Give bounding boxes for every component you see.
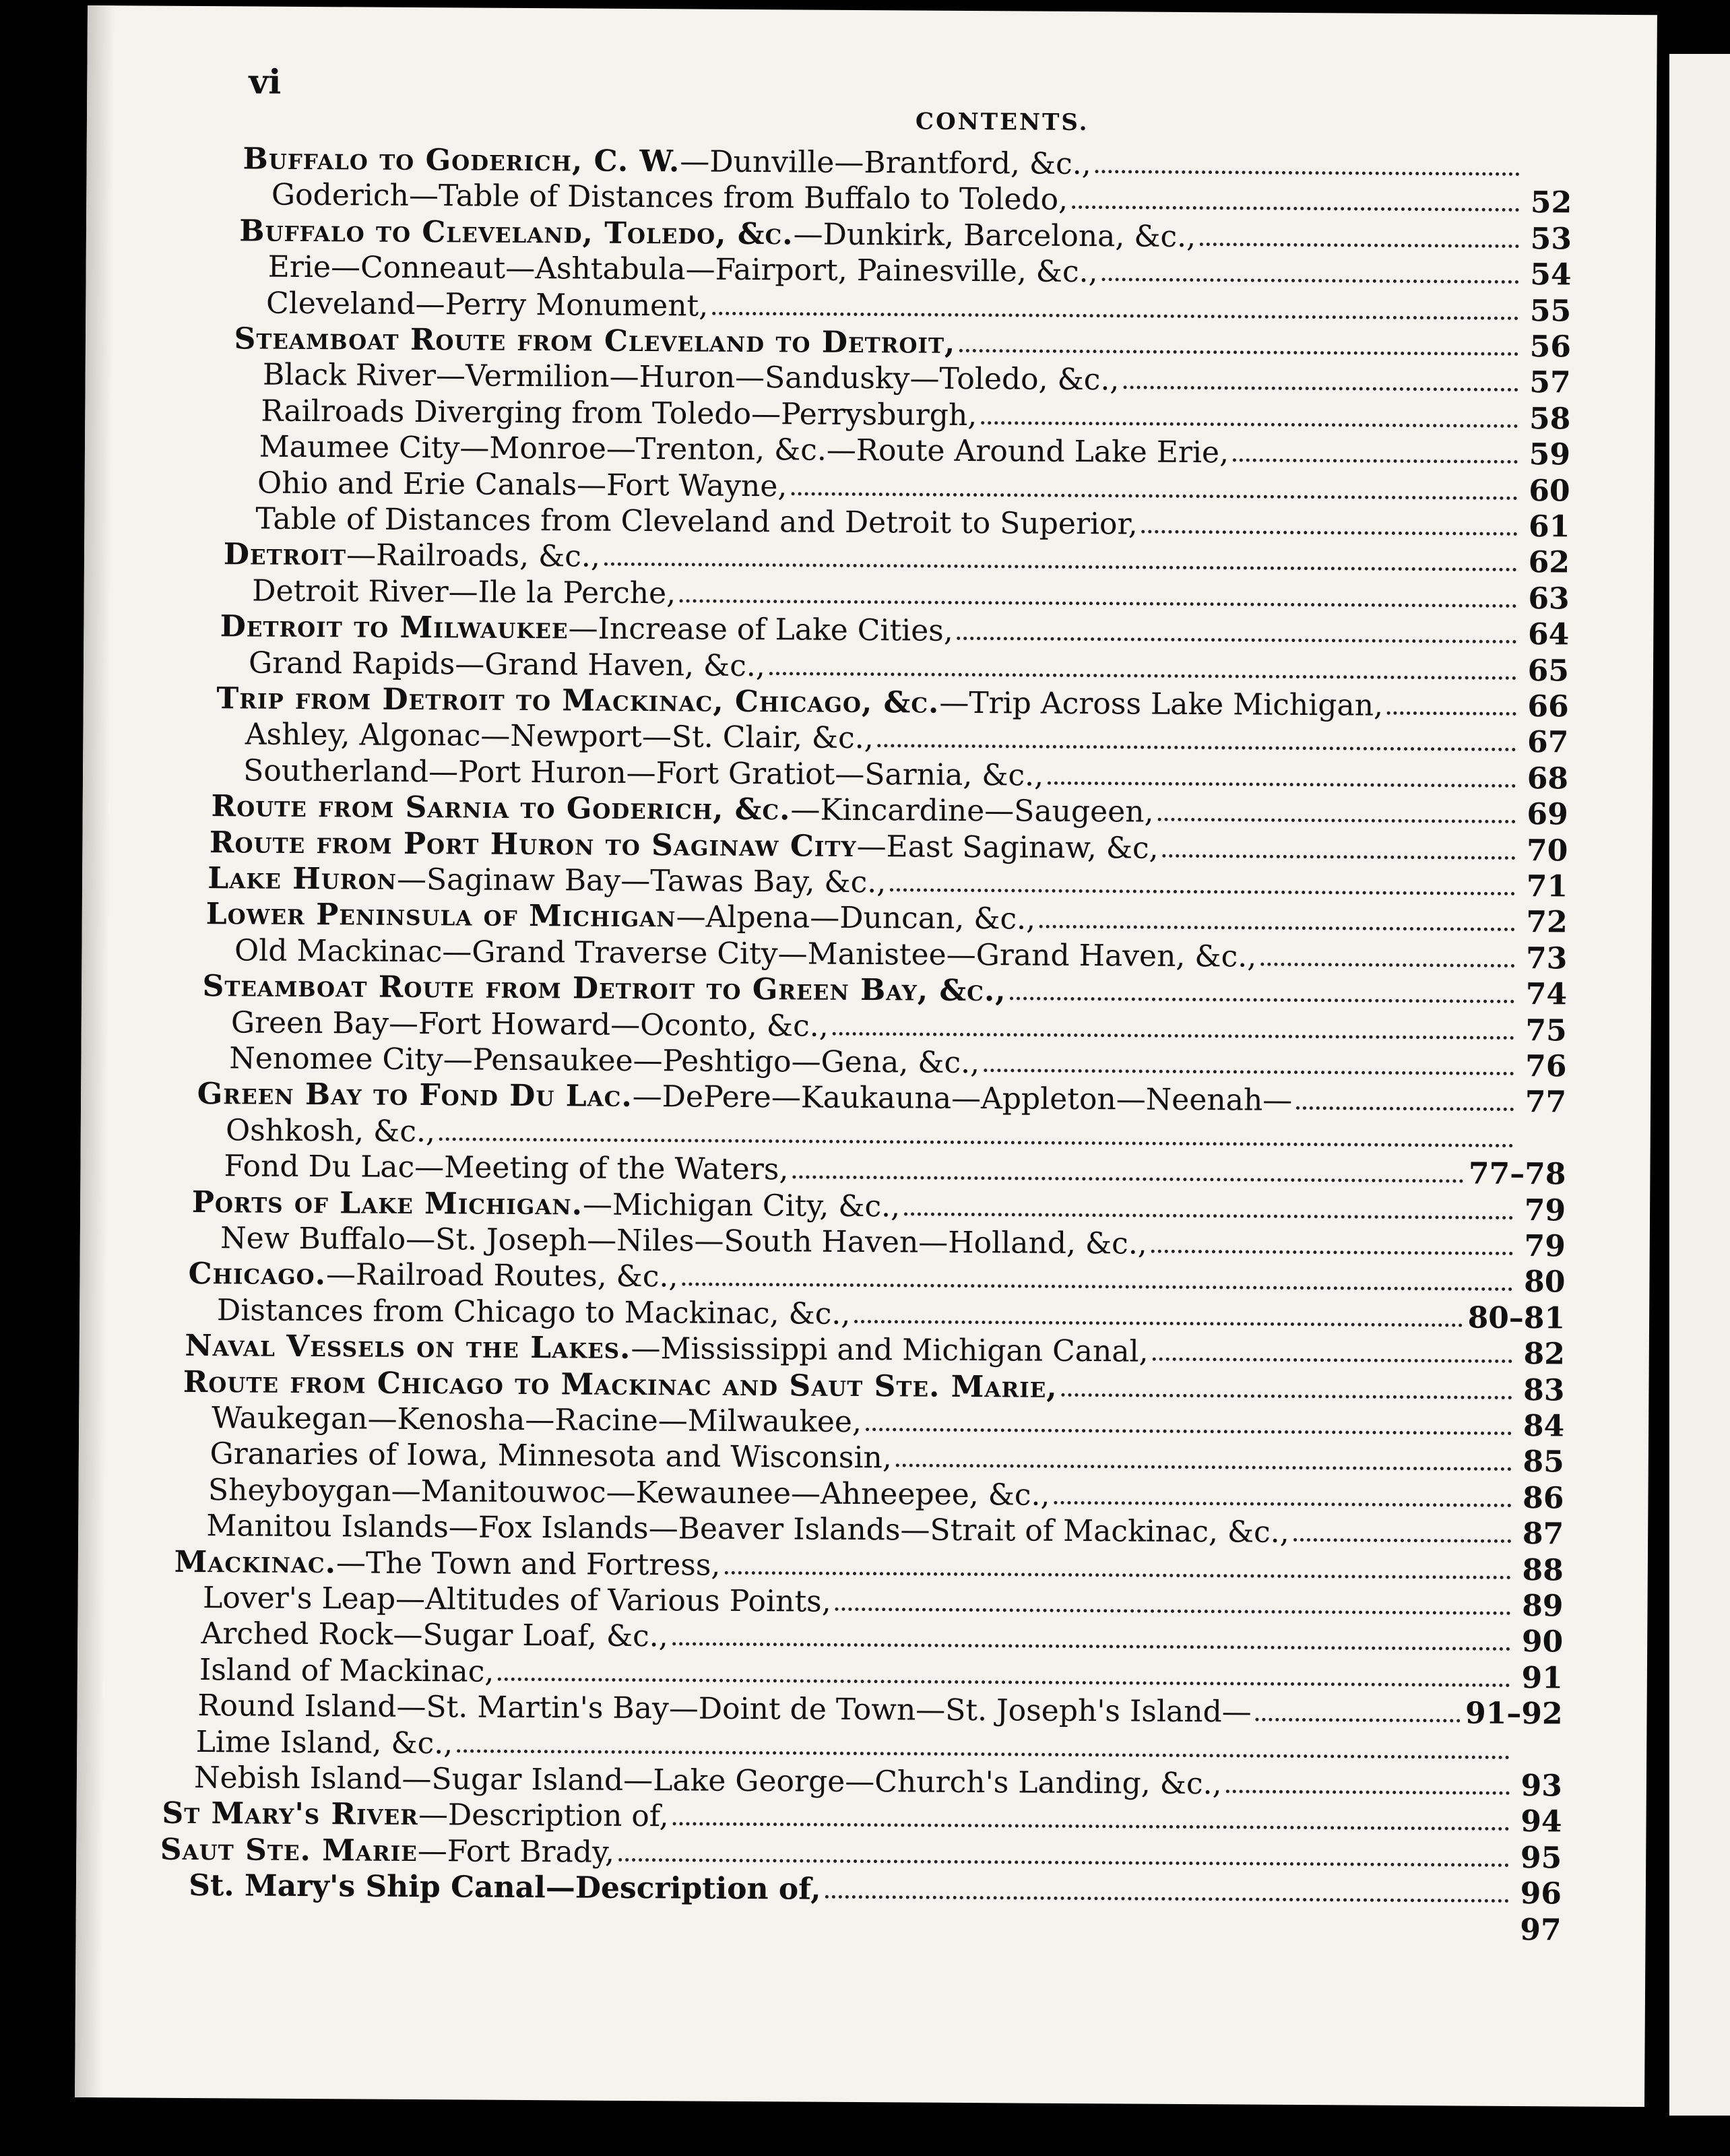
dot-leader	[1054, 1501, 1511, 1507]
entry-description: Maumee City—Monroe—Trenton, &c.—Route Around Lake Erie,	[259, 429, 1229, 470]
dot-leader	[854, 1320, 1462, 1327]
entry-text	[162, 1796, 668, 1835]
entry-description: Lover's Leap—Altitudes of Various Points,	[202, 1581, 831, 1619]
entry-text	[201, 1616, 668, 1654]
dot-leader	[981, 421, 1518, 428]
entry-text	[226, 1112, 435, 1149]
entry-description: Railroads Diverging from Toledo—Perrysburgh,	[261, 393, 978, 433]
entry-text	[160, 1832, 614, 1870]
dot-leader	[724, 1571, 1510, 1579]
page-number: 64	[1527, 617, 1570, 652]
dot-leader	[1387, 711, 1516, 716]
entry-heading: Mackinac.	[174, 1544, 337, 1580]
dot-leader	[769, 672, 1516, 680]
entry-description: Table of Distances from Cleveland and Detroit to Superior,	[255, 501, 1138, 542]
page-number: 79	[1524, 1193, 1566, 1228]
entry-text	[210, 1436, 892, 1476]
dot-leader	[1048, 782, 1516, 788]
page-number: 70	[1526, 833, 1568, 868]
entry-description: Granaries of Iowa, Minnesota and Wisconsin,	[210, 1436, 892, 1476]
page-number: 96	[1520, 1876, 1562, 1911]
book-page	[75, 5, 1657, 2107]
dot-leader	[672, 1822, 1509, 1831]
page-number: 55	[1529, 293, 1572, 329]
page-number: 59	[1529, 437, 1571, 472]
page-number: 88	[1522, 1552, 1564, 1588]
entry-description: —Fort Brady,	[417, 1833, 615, 1870]
dot-leader	[682, 1283, 1512, 1292]
entry-description: —Railroad Routes, &c.,	[325, 1257, 678, 1294]
entry-description: —Dunkirk, Barcelona, &c.,	[793, 217, 1196, 254]
page-number: 62	[1528, 545, 1570, 580]
page-number: 74	[1525, 977, 1568, 1012]
page-number: 72	[1526, 905, 1568, 940]
dot-leader	[878, 744, 1516, 752]
entry-text	[185, 1328, 1149, 1370]
dot-leader	[1256, 1718, 1460, 1723]
page-number: 95	[1520, 1840, 1562, 1876]
dot-leader	[712, 311, 1518, 319]
entry-heading: Green Bay to Fond Du Lac.	[197, 1077, 633, 1114]
page-number: 61	[1528, 509, 1570, 544]
entry-text	[208, 1472, 1050, 1513]
dot-leader	[1039, 925, 1515, 931]
entry-text	[239, 213, 1196, 255]
entry-heading: Chicago.	[188, 1257, 327, 1292]
page-number: 56	[1529, 329, 1572, 364]
entry-heading: Detroit to Milwaukee	[220, 609, 569, 646]
dot-leader	[1233, 459, 1518, 464]
entry-text	[271, 177, 1068, 218]
entry-text	[174, 1544, 721, 1583]
entry-description: Southerland—Port Huron—Fort Gratiot—Sarnia, &c.,	[243, 753, 1044, 793]
dot-leader	[1260, 962, 1514, 967]
entry-text	[261, 393, 977, 433]
entry-description: Erie—Conneaut—Ashtabula—Fairport, Painesville, &c.,	[267, 249, 1098, 290]
entry-description: —Increase of Lake Cities,	[568, 611, 953, 649]
entry-description: Round Island—St. Martin's Bay—Doint de Town—St. Joseph's Island—	[197, 1688, 1252, 1730]
dot-leader	[984, 1069, 1514, 1075]
entry-text	[245, 717, 874, 757]
entry-text	[188, 1256, 678, 1294]
dot-leader	[498, 1678, 1510, 1687]
entry-description: Nebish Island—Sugar Island—Lake George—Church's Landing, &c.,	[193, 1761, 1222, 1802]
dot-leader	[896, 1464, 1512, 1471]
dot-leader	[1072, 205, 1519, 212]
page-number: 58	[1529, 401, 1571, 437]
page-number: 73	[1525, 941, 1568, 976]
entry-text	[224, 537, 600, 575]
entry-text	[266, 285, 708, 323]
dot-leader	[1153, 1358, 1512, 1363]
entry-text	[206, 1508, 1289, 1550]
entry-text	[243, 141, 1091, 182]
dot-leader	[1101, 278, 1518, 284]
entry-description: Lime Island, &c.,	[195, 1724, 453, 1761]
facing-page-edge	[1669, 54, 1730, 2116]
page-number: 65	[1527, 653, 1570, 689]
dot-leader	[890, 888, 1515, 895]
dot-leader	[792, 1176, 1463, 1183]
entry-description: Black River—Vermilion—Huron—Sandusky—Toledo, &c.,	[262, 357, 1120, 398]
dot-leader	[866, 1428, 1512, 1435]
entry-heading: Lower Peninsula of Michigan	[205, 897, 676, 934]
entry-text	[194, 1760, 1222, 1802]
entry-heading: Saut Ste. Marie	[160, 1832, 418, 1868]
entry-heading: St Mary's River	[162, 1796, 419, 1833]
dot-leader	[1200, 243, 1519, 248]
dot-leader	[833, 1032, 1514, 1039]
entry-text	[224, 1148, 788, 1187]
entry-text	[203, 1580, 831, 1620]
entry-text	[249, 645, 765, 684]
entry-text	[183, 1364, 1058, 1405]
entry-text	[268, 249, 1098, 290]
dot-leader	[439, 1137, 1514, 1147]
entry-description: St. Mary's Ship Canal—Description of,	[189, 1868, 821, 1907]
entry-description: Detroit River—Ile la Perche,	[252, 573, 676, 611]
page-number: 79	[1524, 1229, 1566, 1264]
entry-text	[255, 501, 1138, 542]
entry-text	[197, 1076, 1293, 1118]
entry-text	[211, 788, 1153, 830]
entry-description: Goderich—Table of Distances from Buffalo to Toledo,	[271, 178, 1068, 218]
entry-heading: Route from Sarnia to Goderich, &c.	[211, 789, 791, 827]
entry-heading: Steamboat Route from Detroit to Green Bay, &c.,	[202, 969, 1006, 1009]
dot-leader	[835, 1608, 1511, 1615]
entry-description: Nenomee City—Pensaukee—Peshtigo—Gena, &c.,	[229, 1041, 980, 1081]
dot-leader	[604, 563, 1517, 571]
entry-description: —Dunville—Brantford, &c.,	[680, 144, 1091, 182]
page-number: 52	[1530, 185, 1572, 220]
entry-description: Manitou Islands—Fox Islands—Beaver Islands—Strait of Mackinac, &c.,	[206, 1509, 1289, 1550]
page-number: 77–78	[1468, 1156, 1566, 1192]
page-number: 94	[1520, 1804, 1562, 1839]
entry-description: —Trip Across Lake Michigan,	[939, 685, 1384, 723]
contents-entry	[187, 1904, 1561, 1948]
page-number: 86	[1523, 1480, 1564, 1516]
entry-text	[207, 860, 886, 900]
dot-leader	[904, 1212, 1513, 1219]
entry-heading: Lake Huron	[207, 861, 397, 897]
dot-leader	[1142, 530, 1518, 536]
page-number: 60	[1529, 473, 1570, 509]
page-number: 66	[1527, 689, 1569, 724]
dot-leader	[1151, 1250, 1513, 1255]
entry-description: —Saginaw Bay—Tawas Bay, &c.,	[396, 862, 887, 900]
entry-description: —Michigan City, &c.,	[582, 1187, 901, 1224]
entry-heading: Detroit	[223, 537, 347, 573]
dot-leader	[680, 599, 1517, 608]
entry-heading: Trip from Detroit to Mackinac, Chicago, &c.	[216, 681, 940, 720]
entry-heading: Buffalo to Goderich, C. W.	[243, 141, 680, 179]
page-number: 68	[1527, 761, 1569, 796]
entry-text	[202, 968, 1006, 1009]
page-number: 53	[1530, 221, 1572, 257]
entry-description: Waukegan—Kenosha—Racine—Milwaukee,	[212, 1401, 862, 1440]
entry-description: Sheyboygan—Manitouwoc—Kewaunee—Ahneepee, &c.,	[207, 1472, 1050, 1513]
page-number: 82	[1523, 1337, 1565, 1372]
page-number: 87	[1522, 1517, 1564, 1552]
page-number: 84	[1523, 1409, 1565, 1444]
entry-heading: Route from Port Huron to Saginaw City	[209, 825, 857, 864]
entry-text	[192, 1184, 901, 1224]
entry-text	[217, 1292, 851, 1332]
entry-description: —Description of,	[418, 1798, 669, 1834]
entry-description: Grand Rapids—Grand Haven, &c.,	[248, 645, 765, 683]
page-number: 91–92	[1465, 1696, 1563, 1732]
page-heading: CONTENTS.	[915, 108, 1089, 137]
page-folio: vi	[249, 61, 282, 102]
page-number: 89	[1522, 1589, 1564, 1624]
contents-list	[75, 5, 1657, 2107]
entry-text	[234, 932, 1256, 974]
dot-leader	[1163, 854, 1516, 859]
entry-description: Oshkosh, &c.,	[225, 1113, 436, 1149]
entry-description: Fond Du Lac—Meeting of the Waters,	[224, 1149, 789, 1187]
entry-text	[243, 753, 1044, 793]
page-number: 91	[1521, 1660, 1564, 1696]
page-number: 80–81	[1467, 1300, 1566, 1336]
page-number: 57	[1529, 365, 1571, 400]
entry-description: Arched Rock—Sugar Loaf, &c.,	[201, 1616, 668, 1654]
entry-description: —Kincardine—Saugeen,	[790, 792, 1154, 829]
dot-leader	[1095, 170, 1520, 176]
dot-leader	[1123, 386, 1518, 392]
dot-leader	[825, 1895, 1508, 1903]
dot-leader	[1296, 1106, 1514, 1111]
entry-description: Island of Mackinac,	[199, 1652, 494, 1689]
entry-description: Ohio and Erie Canals—Fort Wayne,	[257, 466, 788, 503]
dot-leader	[957, 637, 1517, 643]
entry-text	[206, 896, 1036, 937]
entry-description: Distances from Chicago to Mackinac, &c.,	[216, 1293, 851, 1331]
dot-leader	[791, 492, 1517, 500]
dot-leader	[1062, 1393, 1512, 1399]
entry-description: —East Saginaw, &c,	[856, 829, 1159, 866]
page-number: 54	[1530, 257, 1572, 292]
page-number: 63	[1528, 581, 1570, 616]
page-number: 76	[1525, 1049, 1567, 1084]
dot-leader	[1293, 1538, 1511, 1543]
page-number: 77	[1525, 1085, 1567, 1120]
entry-text	[257, 465, 788, 504]
entry-description: —DePere—Kaukauna—Appleton—Neenah—	[632, 1079, 1293, 1118]
dot-leader	[1225, 1789, 1509, 1795]
page-number: 69	[1527, 797, 1568, 832]
entry-heading: Steamboat Route from Cleveland to Detroit,	[234, 321, 956, 360]
page-number: 67	[1527, 725, 1569, 760]
entry-description: Ashley, Algonac—Newport—St. Clair, &c.,	[245, 717, 874, 756]
entry-text	[231, 1005, 829, 1044]
entry-text	[263, 357, 1120, 398]
entry-text	[210, 825, 1159, 866]
dot-leader	[618, 1858, 1509, 1867]
entry-description: —Railroads, &c.,	[346, 538, 600, 575]
dot-leader	[457, 1749, 1510, 1759]
entry-description: Cleveland—Perry Monument,	[265, 286, 709, 323]
entry-description: —Alpena—Duncan, &c.,	[676, 899, 1036, 937]
entry-heading: Buffalo to Cleveland, Toledo, &c.	[239, 214, 794, 252]
page-number: 83	[1523, 1372, 1565, 1408]
page-number: 85	[1523, 1445, 1564, 1480]
entry-description: —The Town and Fortress,	[335, 1545, 721, 1583]
entry-text	[229, 1040, 980, 1081]
page-number: 80	[1524, 1265, 1566, 1300]
entry-heading: Naval Vessels on the Lakes.	[185, 1329, 631, 1366]
entry-description: New Buffalo—St. Joseph—Niles—South Haven—Holland, &c.,	[220, 1221, 1147, 1261]
entry-text	[212, 1400, 862, 1440]
page-number: 75	[1525, 1013, 1567, 1048]
entry-description: Green Bay—Fort Howard—Oconto, &c.,	[230, 1005, 829, 1044]
entry-text	[199, 1652, 494, 1690]
entry-description: —Mississippi and Michigan Canal,	[631, 1331, 1149, 1369]
dot-leader	[1010, 997, 1514, 1004]
entry-text	[189, 1868, 821, 1907]
entry-text	[197, 1688, 1252, 1730]
entry-description: Old Mackinac—Grand Traverse City—Manistee—Grand Haven, &c.,	[234, 933, 1257, 974]
page-number: 71	[1526, 869, 1568, 904]
page-number: 97	[1520, 1912, 1562, 1948]
dot-leader	[672, 1643, 1510, 1651]
page-number: 93	[1520, 1769, 1563, 1804]
entry-text	[196, 1724, 453, 1761]
entry-text	[234, 321, 955, 361]
entry-text	[252, 573, 676, 611]
dot-leader	[959, 349, 1518, 356]
entry-text	[259, 429, 1229, 471]
page-number: 90	[1521, 1624, 1564, 1659]
entry-text	[220, 1220, 1147, 1261]
entry-heading: Route from Chicago to Mackinac and Saut Ste. Marie,	[183, 1364, 1058, 1405]
entry-heading: Ports of Lake Michigan.	[191, 1184, 583, 1222]
entry-text	[220, 608, 953, 649]
dot-leader	[1157, 818, 1515, 823]
